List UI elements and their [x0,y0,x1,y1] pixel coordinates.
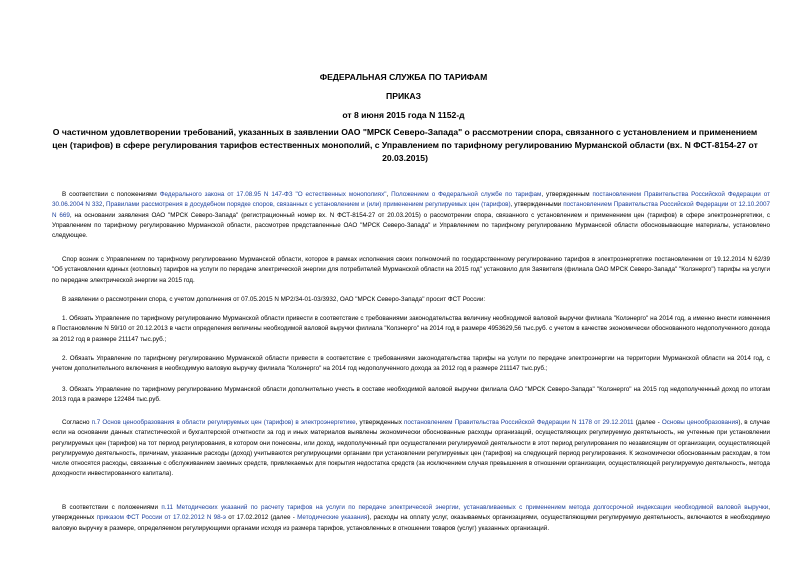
link-methodical-guidelines[interactable]: Методические указания [297,514,368,522]
paragraph-dispute-origin: Спор возник с Управлением по тарифному регулированию Мурманской области, которое в рамках исполнения своих полномочий по государственному регулированию тарифов в электроэнергетике постановлением от 19.12.2014 N 62/39 "Об установлении единых (котловых) тарифов на услуги по передаче электрической энергии для потребителей Мурманской области на 2015 год" установило для Заявителя (филиала ОАО МРСК Северо-Запада" "Колэнерго") тарифы на услуги по передаче электрической энергии на 2015 год. [52,256,770,284]
paragraph-methodology: В соответствии с положениями п.11 Методических указаний по расчету тарифов на услуги по передаче электрической энергии, устанавливаемых с применением метода долгосрочной индексации необходимой валовой выручки, утвержденных приказом ФСТ России от 17.02.2012 N 98-э от 17.02.2012 (далее - Методические указания), расходы на оплату услуг, оказываемых организациями, осуществляющими регулируемую деятельность, включаются в необходимую валовую выручку в размере, определяемом регулирующими органами исходя из размера тарифов, установленных в отношении товаров (услуг) указанных организаций. [52,504,770,532]
document-date: от 8 июня 2015 года N 1152-д [342,110,465,120]
link-pricing-foundations-p7[interactable]: п.7 Основ ценообразования в области регулируемых цен (тарифов) в электроэнергетике [91,419,356,426]
document-type: ПРИКАЗ [386,91,421,101]
link-resolution-1178[interactable]: постановлением Правительства Российской Федерации N 1178 от 29.12.2011 [403,419,634,426]
paragraph-request-intro: В заявлении о рассмотрении спора, с учетом дополнения от 07.05.2015 N МР2/34-01-03/3932, ОАО "МРСК Северо-Запада" просит ФСТ России: [62,296,486,303]
link-resolution-669[interactable]: постановлением Правительства Российской Федерации от 12.10.2007 N 669 [52,201,771,219]
link-fst-regulation[interactable]: Положением о Федеральной службе по тарифам [391,191,542,198]
agency-name: ФЕДЕРАЛЬНАЯ СЛУЖБА ПО ТАРИФАМ [319,72,488,82]
link-methodical-guidelines-p11[interactable]: п.11 Методических указаний по расчету тарифов на услуги по передаче электрической энергии, устанавливаемых с применением метода долгосрочной индексации необходимой валовой выручки [161,504,769,511]
paragraph-pricing-basis: Согласно п.7 Основ ценообразования в области регулируемых цен (тарифов) в электроэнергетике, утвержденных постановлением Правительства Российской Федерации N 1178 от 29.12.2011 (далее - Основы ценообразования), в случае если на основании данных статистической и бухгалтерской отчетности за год и иных материалов выявлены экономически обоснованные расходы организаций, осуществляющих регулируемую деятельность, не учтенные при установлении регулируемых цен (тарифов) на тот период регулирования, в котором они понесены, или доход, недополученный при осуществлении регулируемой деятельности в этот период регулирования по независящим от организации, осуществляющей регулируемую деятельность, причинам, указанные расходы (доход) учитываются регулирующими органами при установлении регулируемых цен (тарифов) на следующий период регулирования. К экономически обоснованным расходам, в том числе относятся расходы, связанные с обслуживанием заемных средств, привлекаемых для покрытия недостатка средств (за исключением случая превышения в отношении организации, осуществляющей регулируемую деятельность, метода доходности инвестированного капитала). [52,419,771,478]
paragraph-request-2: 2. Обязать Управление по тарифному регулированию Мурманской области привести в соответствие с требованиями законодательства тарифы на услуги по передаче электроэнергии на территории Мурманской области на 2014 год, с учетом дополнительного включения в необходимую валовую выручку филиала "Колэнерго" на 2014 год недополученного дохода за 2012 год в размере 211147 тыс.руб.; [52,355,770,373]
paragraph-request-1: 1. Обязать Управление по тарифному регулированию Мурманской области привести в соответствие с требованиями законодательства величину необходимой валовой выручки филиала "Колэнерго" на 2014 год, а именно внести изменения в Постановление N 59/10 от 20.12.2013 в части определения величины необходимой валовой выручки филиала "Колэнерго" на 2014 год в размере 4953629,56 тыс.руб. с учетом в качестве экономически обоснованного недополученного дохода за 2012 год в размере 211147 тыс.руб.; [52,315,770,343]
document-title: О частичном удовлетворении требований, указанных в заявлении ОАО "МРСК Северо-Запада" о рассмотрении спора, связанного с установлением и применением цен (тарифов) в сфере регулирования тарифов естественных монополий, с Управлением по тарифному регулированию Мурманской области (вх. N ФСТ-8154-27 от 20.03.2015) [52,127,758,163]
link-dispute-rules[interactable]: Правилами рассмотрения в досудебном порядке споров, связанных с установлением и (или) применением регулируемых цен (тарифов) [106,201,511,209]
link-federal-law-147[interactable]: Федерального закона от 17.08.95 N 147-ФЗ "О естественных монополиях" [159,191,387,198]
link-order-98e[interactable]: приказом ФСТ России от 17.02.2012 N 98-э [96,514,226,522]
paragraph-request-3: 3. Обязать Управление по тарифному регулированию Мурманской области дополнительно учесть в составе необходимой валовой выручки филиала ОАО "МРСК Северо-Запада" "Колэнерго" на 2015 год недополученный доход по итогам 2013 года в размере 122484 тыс.руб. [52,386,770,404]
link-pricing-foundations[interactable]: Основы ценообразования [661,419,739,426]
link-resolution-332[interactable]: постановлением Правительства Российской Федерации от 30.06.2004 N 332 [52,191,770,209]
paragraph-legal-basis: В соответствии с положениями Федерального закона от 17.08.95 N 147-ФЗ "О естественных монополиях", Положением о Федеральной службе по тарифам, утвержденным постановлением Правительства Российской Федерации от 30.06.2004 N 332, Правилами рассмотрения в досудебном порядке споров, связанных с установлением и (или) применением регулируемых цен (тарифов), утвержденными постановлением Правительства Российской Федерации от 12.10.2007 N 669, на основании заявления ОАО "МРСК Северо-Запада" (регистрационный номер вх. N ФСТ-8154-27 от 20.03.2015) о рассмотрении спора, связанного с установлением и применением цен (тарифов) в сфере электроэнергетики, с Управлением по тарифному регулированию Мурманской области, рассмотрев представленные ОАО "МРСК Северо-Запада" и Управлением по тарифному регулированию Мурманской области обосновывающие материалы, установлено следующее. [52,191,771,240]
